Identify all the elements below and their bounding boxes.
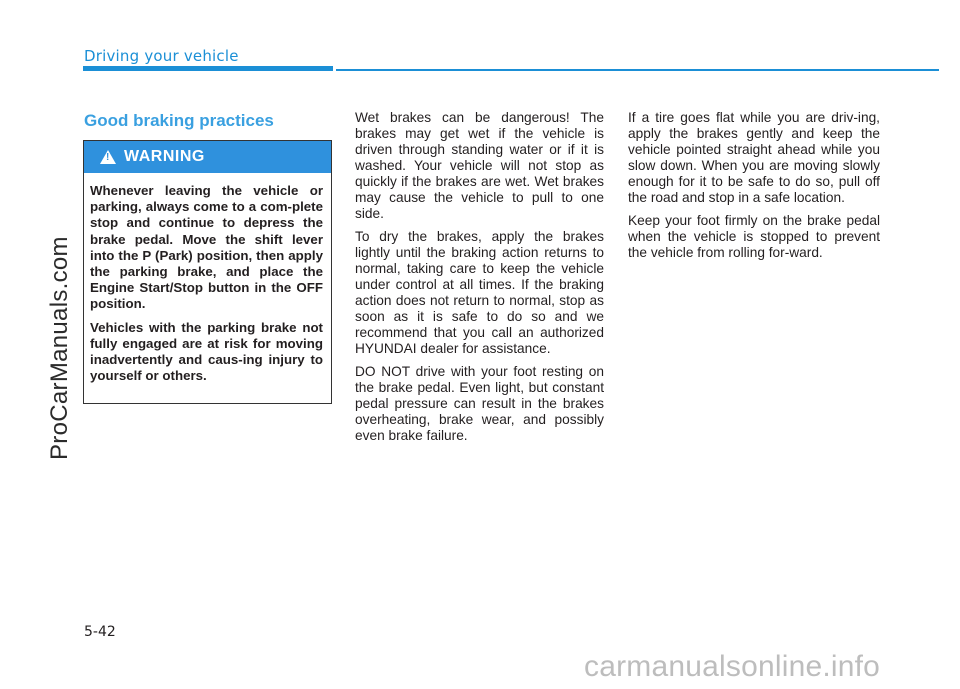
warning-body [84,173,331,384]
page-number: 5-42 [84,624,116,640]
warning-triangle-icon [100,150,116,164]
page-heading: Good braking practices [84,111,274,130]
body-paragraph: DO NOT drive with your foot resting on the brake pedal. Even light, but constant pedal pressure can result in the brakes overheating, brake wear, and possibly even brake failure. [355,364,604,443]
site-footer[interactable]: carmanualsonline.info [584,650,881,683]
section-title: Driving your vehicle [84,47,239,65]
warning-paragraph: Vehicles with the parking brake not fully engaged are at risk for moving inadvertently and caus-ing injury to yourself or others. [90,319,323,384]
warning-paragraph: Whenever leaving the vehicle or parking, always come to a com-plete stop and continue to depress the brake pedal. Move the shift lever into the P (Park) position, then apply the parking brake, and place the Engine Start/Stop button in the OFF position. [90,183,323,312]
body-paragraph: Wet brakes can be dangerous! The brakes may get wet if the vehicle is driven through standing water or if it is washed. Your vehicle will not stop as quickly if the brakes are wet. Wet brakes may cause the vehicle to pull to one side. [355,110,604,221]
body-paragraph: If a tire goes flat while you are driv-ing, apply the brakes gently and keep the vehicle pointed straight ahead while you slow down. When you are moving slowly enough for it to be safe to do so, pull off the road and stop in a safe location. [628,110,880,205]
warning-title: WARNING [124,148,205,165]
warning-header [84,141,331,173]
body-paragraph: To dry the brakes, apply the brakes lightly until the braking action returns to normal, taking care to keep the vehicle under control at all times. If the braking action does not return to normal, stop as soon as it is safe to do so and we recommend that you call an authorized HYUNDAI dealer for assistance. [355,229,604,356]
body-paragraph: Keep your foot firmly on the brake pedal when the vehicle is stopped to prevent the vehicle from rolling for-ward. [628,213,880,260]
text-column-3 [628,110,880,268]
warning-box [83,140,332,404]
header-rule-thick [83,66,333,71]
header-rule-thin [336,69,939,71]
side-watermark: ProCarManuals.com [46,236,73,460]
text-column-2 [355,110,604,451]
